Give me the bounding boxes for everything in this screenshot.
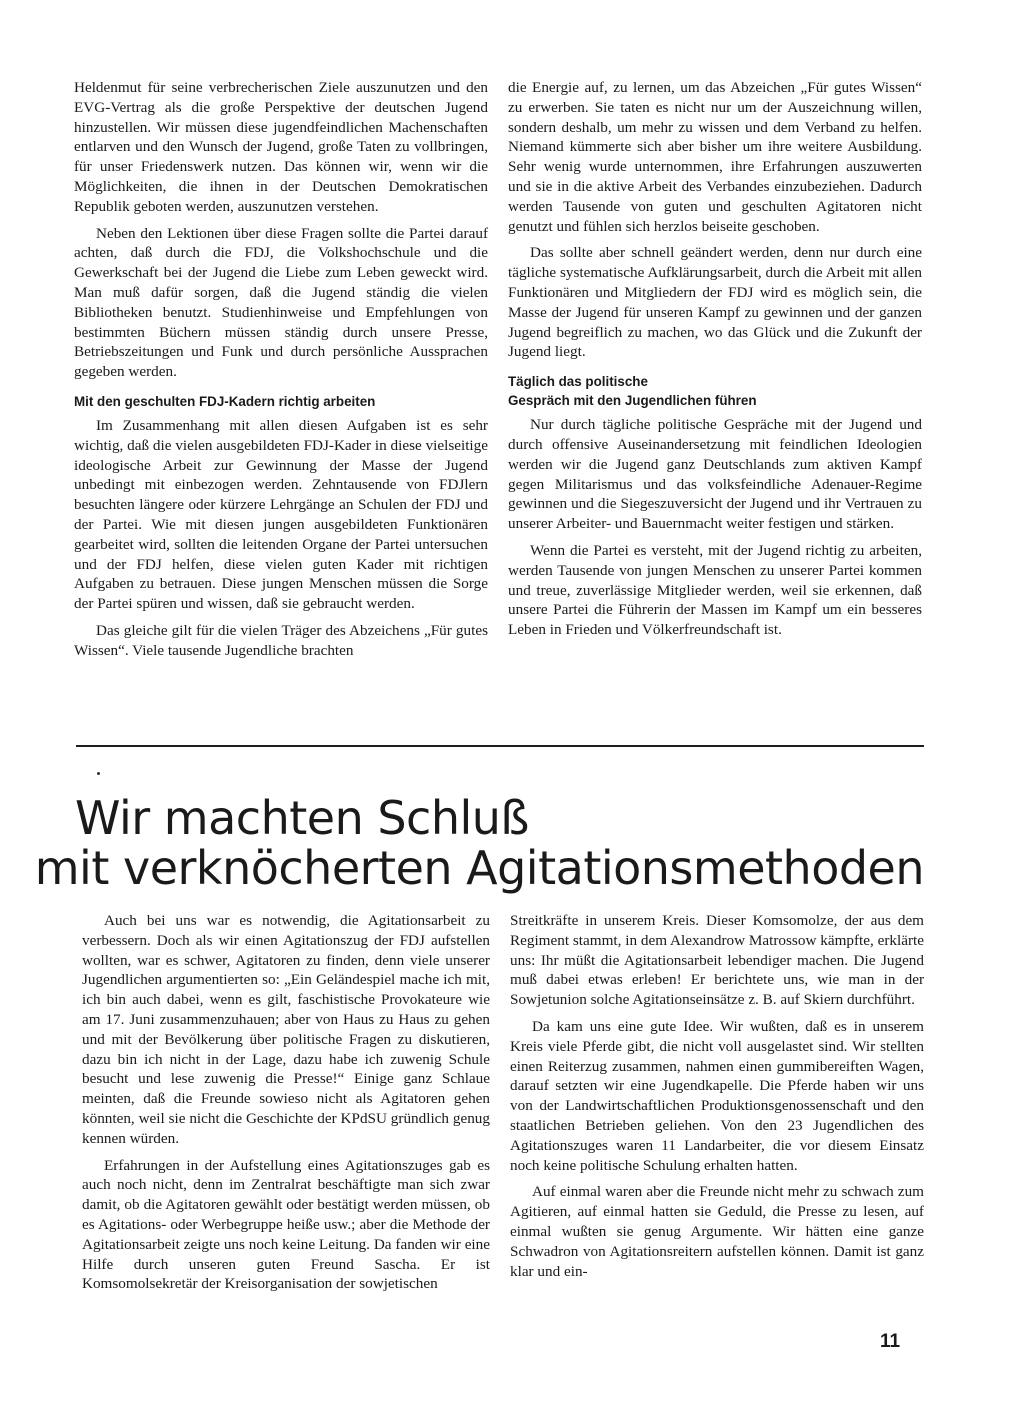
- paragraph: Heldenmut für seine verbrecherischen Ziele auszunutzen und den EVG-Vertrag als die große Perspektive der deutschen Jugend hinzustellen. Wir müssen diese jugendfeindlichen Machenschaften entlarven und den Wunsch der Jugend, große Taten zu vollbringen, für unser Friedenswerk nutzen. Das können wir, wenn wir die Möglichkeiten, die ihnen in der Deutschen Demokratischen Republik geboten werden, auszunutzen verstehen.: [74, 79, 488, 215]
- paragraph: Im Zusammenhang mit allen diesen Aufgaben ist es sehr wichtig, daß die vielen ausgebildeten FDJ-Kader in diese vielseitige ideologische Arbeit zur Gewinnung der Masse der Jugend unbedingt mit einbezogen werden. Zehntausende von FDJlern besuchten längere oder kürzere Lehrgänge an Schulen der FDJ und der Partei. Wie mit diesen jungen ausgebildeten Funktionären gearbeitet wird, sollten die leitenden Organe der Partei untersuchen und der FDJ helfen, diese vielen guten Kader mit richtigen Aufgaben zu betrauen. Diese jungen Menschen müssen die Sorge der Partei spüren und wissen, daß sie gebraucht werden.: [74, 416, 488, 613]
- article-title-line-1: Wir machten Schluß: [75, 791, 529, 845]
- paragraph: Auch bei uns war es notwendig, die Agitationsarbeit zu verbessern. Doch als wir einen Agitationszug der FDJ aufstellen wollten, war es schwer, Agitatoren zu finden, denn viele unserer Jugendlichen argumentierten so: „Ein Geländespiel mache ich mit, ich bin auch dabei, wenn es gilt, faschistische Provokateure wie am 17. Juni zusammenzuhauen; aber von Haus zu Haus zu gehen und mit der Bevölkerung über politische Fragen zu diskutieren, dazu bin ich nicht in der Lage, dazu habe ich zuwenig Schule besucht und lese zuwenig die Presse!“ Einige ganz Schlaue meinten, daß die Freunde sowieso nicht als Agitatoren gehen könnten, weil sie nicht die Geschichte der KPdSU gründlich genug kennen würden.: [82, 912, 490, 1147]
- bottom-right-column: [510, 911, 924, 1288]
- paragraph: die Energie auf, zu lernen, um das Abzeichen „Für gutes Wissen“ zu erwerben. Sie taten es nicht nur um der Auszeichnung willen, sondern deshalb, um mehr zu wissen und dem Verband zu helfen. Niemand kümmerte sich aber bisher um ihre weitere Ausbildung. Sehr wenig wurde unternommen, ihre Erfahrungen auszuwerten und sie in die aktive Arbeit des Verbandes einzubeziehen. Dadurch werden Tausende von guten und geschulten Agitatoren nicht genutzt und fühlen sich herzlos beiseite geschoben.: [508, 79, 922, 235]
- paragraph: Streitkräfte in unserem Kreis. Dieser Komsomolze, der aus dem Regiment stammt, in dem Alexandrow Matrossow kämpfte, erklärte uns: Ihr müßt die Agitationsarbeit lebendiger machen. Die Jugend muß dabei etwas erleben! Er berichtete uns, wie man in der Sowjetunion solche Agitationseinsätze z. B. auf Skiern durchführt.: [510, 912, 924, 1009]
- paragraph: Neben den Lektionen über diese Fragen sollte die Partei darauf achten, daß durch die FDJ, die Volkshochschule und die Gewerkschaft bei der Jugend die Liebe zum Leben geweckt wird. Man muß dafür sorgen, daß die Jugend ständig die vielen Bibliotheken benutzt. Studienhinweise und Empfehlungen von bestimmten Büchern müssen ständig durch unsere Presse, Betriebszeitungen und Funk und durch persönliche Aussprachen gegeben werden.: [74, 224, 488, 381]
- paragraph: Da kam uns eine gute Idee. Wir wußten, daß es in unserem Kreis viele Pferde gibt, die nicht voll ausgelastet sind. Wir stellten einen Reiterzug zusammen, nahmen einen gummibereiften Wagen, darauf setzten wir eine Jugendkapelle. Die Pferde haben wir uns von der Landwirtschaftlichen Produktionsgenossenschaft und den staatlichen Betrieben geliehen. Von den 23 Jugendlichen des Agitationszuges waren 11 Landarbeiter, die vor diesem Einsatz noch keine politische Schulung erhalten hatten.: [510, 1017, 924, 1174]
- paragraph: Erfahrungen in der Aufstellung eines Agitationszuges gab es auch noch nicht, denn im Zentralrat beschäftigte man sich zwar damit, ob die Agitatoren gewählt oder bestätigt werden müssen, ob es Agitations- oder Werbegruppe heiße usw.; aber die Methode der Agitationsarbeit zeigte uns noch keine Leitung. Da fanden wir eine Hilfe durch unseren guten Freund Sascha. Er ist Komsomolsekretär der Kreisorganisation der sowjetischen: [82, 1156, 490, 1293]
- paragraph: Auf einmal waren aber die Freunde nicht mehr zu schwach zum Agitieren, auf einmal hatten sie Geduld, die Presse zu lesen, auf einmal wußten sie genug Argumente. Wir hätten eine ganze Schwadron von Agitationsreitern aufstellen können. Damit ist ganz klar und ein-: [510, 1183, 924, 1280]
- section-heading-politisches-gespraech: [508, 372, 922, 410]
- paragraph: Das sollte aber schnell geändert werden, denn nur durch eine tägliche systematische Aufklärungsarbeit, durch die Arbeit mit allen Funktionären und Mitgliedern der FDJ wird es möglich sein, die Masse der Jugend für unseren Kampf zu gewinnen und der ganzen Jugend begreiflich zu machen, wo das Glück und die Zukunft der Jugend liegt.: [508, 244, 922, 361]
- paragraph: Wenn die Partei es versteht, mit der Jugend richtig zu arbeiten, werden Tausende von jungen Menschen zu unserer Partei kommen und treue, zuverlässige Mitglieder werden, weil sie erkennen, daß unsere Partei die Führerin der Massen im Kampf um ein besseres Leben in Frieden und Völkerfreundschaft ist.: [508, 541, 922, 639]
- top-left-column: [74, 78, 488, 668]
- bottom-left-column: [82, 911, 490, 1301]
- top-right-column: [508, 78, 922, 647]
- horizontal-divider: [76, 745, 924, 747]
- article-title-line-2: mit verknöcherten Agitationsmethoden: [34, 841, 924, 895]
- paragraph: Das gleiche gilt für die vielen Träger des Abzeichens „Für gutes Wissen“. Viele tausende Jugendliche brachten: [74, 621, 488, 659]
- paragraph: Nur durch tägliche politische Gespräche mit der Jugend und durch offensive Auseinandersetzung mit feindlichen Ideologien werden wir die Jugend ganz Deutschlands zum aktiven Kampf gegen Militarismus und das volksfeindliche Adenauer-Regime gewinnen und die Siegeszuversicht der Jugend und ihr Vertrauen zu unserer Arbeiter- und Bauernmacht weiter festigen und stärken.: [508, 416, 922, 533]
- section-heading-fdj-kader: Mit den geschulten FDJ-Kadern richtig arbeiten: [74, 393, 376, 409]
- heading-line: Gespräch mit den Jugendlichen führen: [508, 393, 757, 409]
- decorative-dot: [97, 772, 100, 775]
- page-number: 11: [880, 1331, 901, 1352]
- heading-line: Täglich das politische: [508, 374, 648, 390]
